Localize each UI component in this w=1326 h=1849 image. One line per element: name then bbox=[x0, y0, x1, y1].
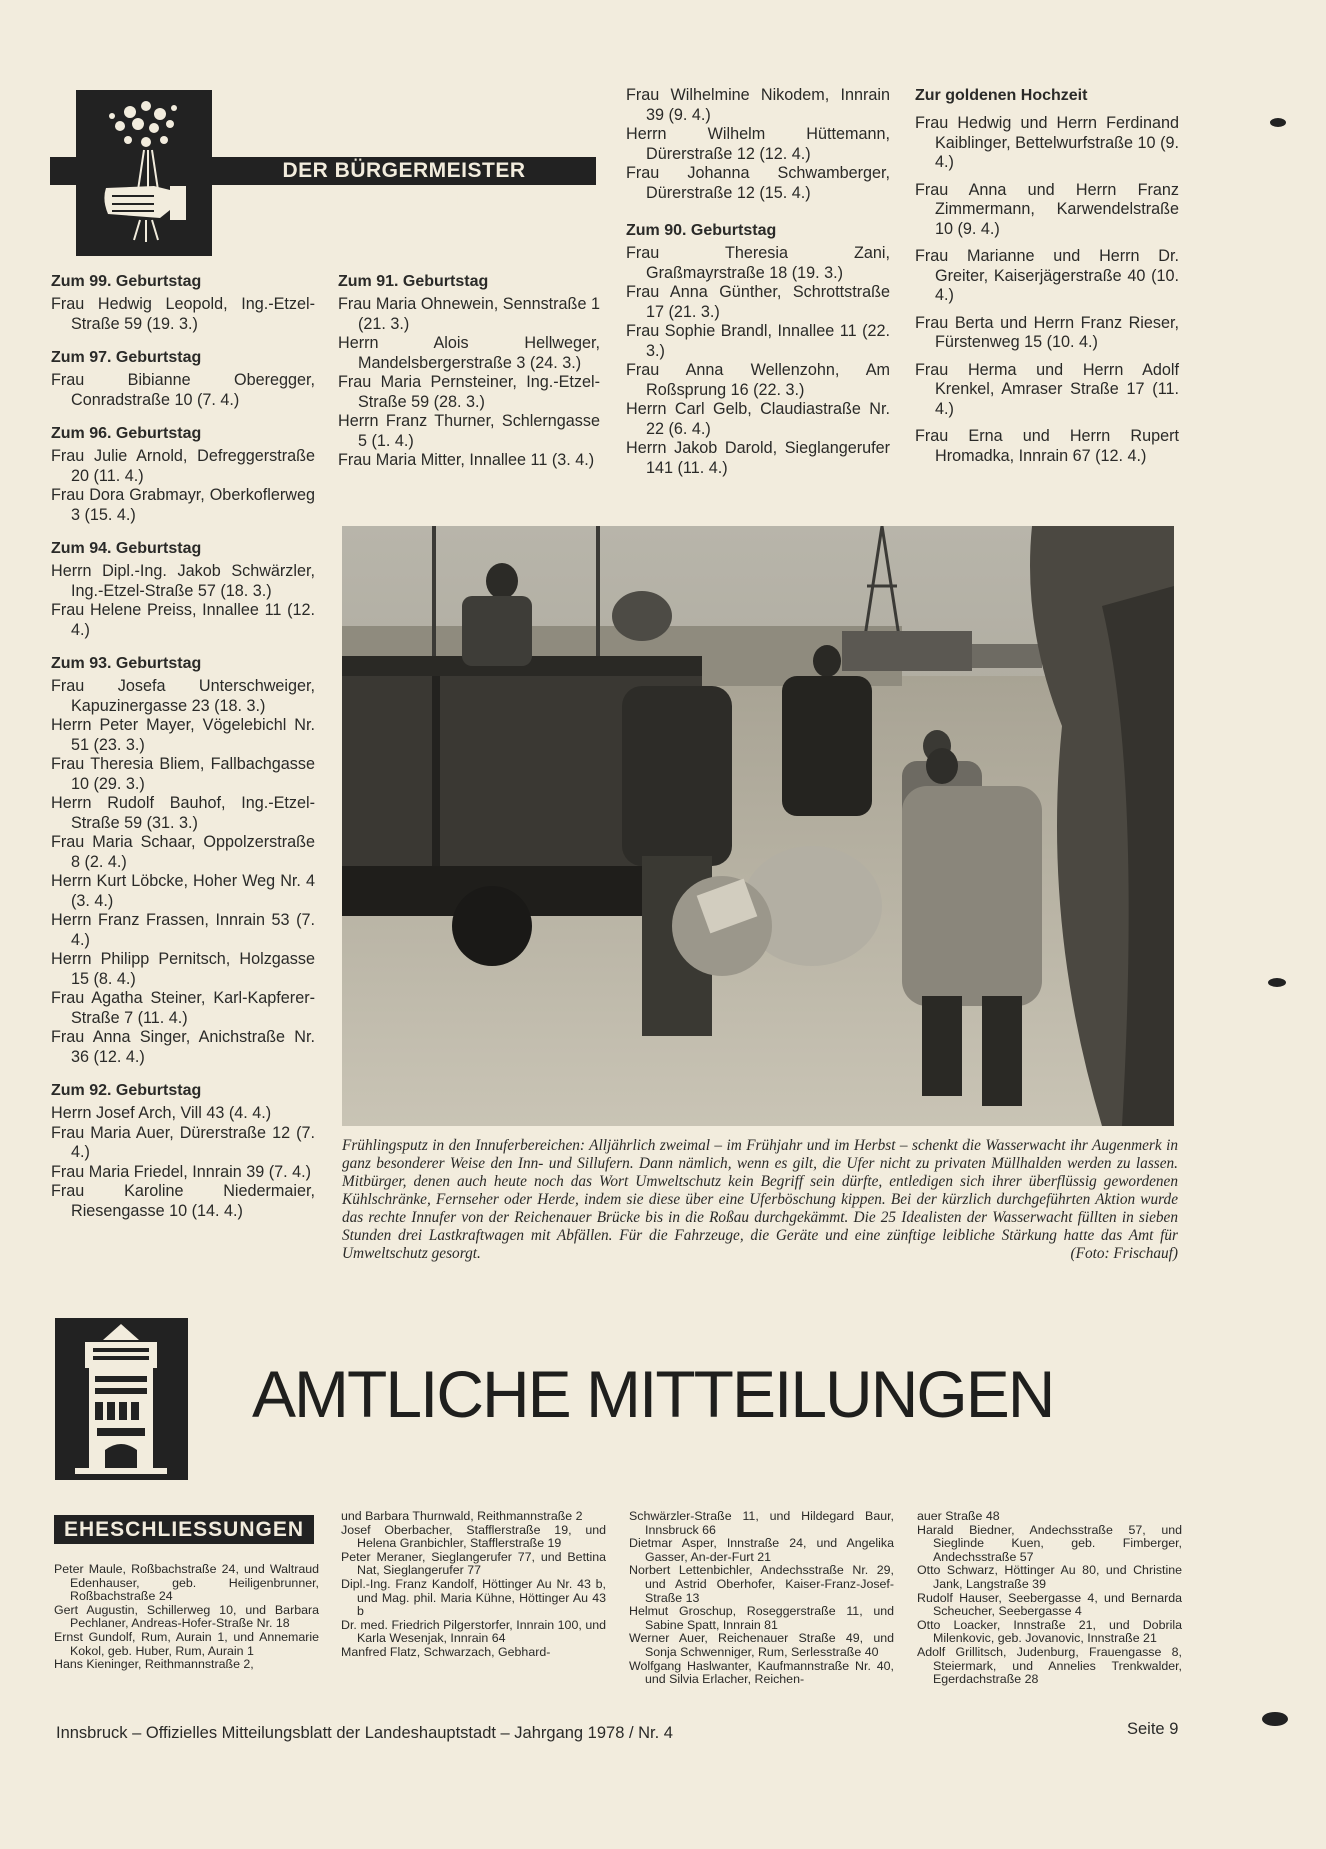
marriages-banner-text: EHESCHLIESSUNGEN bbox=[63, 1518, 305, 1541]
list-item: Herrn Wilhelm Hüttemann, Dürerstraße 12 (12. 4.) bbox=[626, 125, 890, 163]
list-item: Herrn Josef Arch, Vill 43 (4. 4.) bbox=[51, 1104, 272, 1122]
list-item: Gert Augustin, Schillerweg 10, und Barbara Pechlaner, Andreas-Hofer-Straße Nr. 18 bbox=[54, 1602, 319, 1631]
list-item: Herrn Peter Mayer, Vögelebichl Nr. 51 (23. 3.) bbox=[51, 716, 315, 754]
list-item: Frau Anna Wellenzohn, Am Roßsprung 16 (22. 3.) bbox=[626, 361, 890, 399]
list-item: Frau Josefa Unterschweiger, Kapuzinergasse 23 (18. 3.) bbox=[51, 677, 315, 715]
section-heading: Zum 91. Geburtstag bbox=[338, 273, 489, 290]
margin-mark bbox=[1270, 118, 1286, 127]
list-item: Adolf Grillitsch, Judenburg, Frauengasse 8, Steiermark, und Annelies Trenkwalder, Egerdachstraße 28 bbox=[917, 1644, 1182, 1687]
list-item: Herrn Philipp Pernitsch, Holzgasse 15 (8. 4.) bbox=[51, 950, 315, 988]
list-item: Herrn Franz Frassen, Innrain 53 (7. 4.) bbox=[51, 911, 315, 949]
list-item: Dipl.-Ing. Franz Kandolf, Höttinger Au Nr. 43 b, und Mag. phil. Maria Kühne, Höttinger Au 43 b bbox=[341, 1576, 606, 1619]
list-item: Frau Erna und Herrn Rupert Hromadka, Innrain 67 (12. 4.) bbox=[915, 427, 1179, 465]
list-item: Manfred Flatz, Schwarzach, Gebhard- bbox=[341, 1644, 551, 1659]
margin-mark bbox=[1262, 1712, 1288, 1726]
list-item: Rudolf Hauser, Seebergasse 4, und Bernarda Scheucher, Seebergasse 4 bbox=[917, 1590, 1182, 1619]
section-heading: Zum 94. Geburtstag bbox=[51, 540, 202, 557]
list-item: Peter Meraner, Sieglangerufer 77, und Bettina Nat, Sieglangerufer 77 bbox=[341, 1549, 606, 1578]
list-item: Werner Auer, Reichenauer Straße 49, und Sonja Schwenniger, Rum, Serlesstraße 40 bbox=[629, 1631, 894, 1659]
list-item: Wolfgang Haslwanter, Kaufmannstraße Nr. 40, und Silvia Erlacher, Reichen- bbox=[629, 1658, 894, 1687]
list-item: Hans Kieninger, Reithmannstraße 2, bbox=[54, 1657, 254, 1672]
list-item: Schwärzler-Straße 11, und Hildegard Baur, Innsbruck 66 bbox=[629, 1509, 894, 1537]
list-item: Frau Agatha Steiner, Karl-Kapferer-Straße 7 (11. 4.) bbox=[51, 989, 315, 1027]
list-item: Otto Schwarz, Höttinger Au 80, und Christine Jank, Langstraße 39 bbox=[917, 1563, 1182, 1591]
page-number: Seite 9 bbox=[1127, 1720, 1179, 1738]
list-item: Helmut Groschup, Roseggerstraße 11, und Sabine Spatt, Innrain 81 bbox=[629, 1604, 894, 1632]
list-item: Frau Maria Mitter, Innallee 11 (3. 4.) bbox=[338, 451, 595, 469]
list-item: Frau Maria Ohnewein, Sennstraße 1 (21. 3.) bbox=[338, 295, 600, 333]
list-item: Frau Hedwig und Herrn Ferdinand Kaiblinger, Bettelwurfstraße 10 (9. 4.) bbox=[915, 114, 1179, 171]
photo-credit: (Foto: Frischauf) bbox=[1070, 1245, 1178, 1262]
birthday-column-2 bbox=[338, 272, 600, 485]
list-item: Ernst Gundolf, Rum, Aurain 1, und Annemarie Kokol, geb. Huber, Rum, Aurain 1 bbox=[54, 1629, 319, 1658]
list-item: Herrn Dipl.-Ing. Jakob Schwärzler, Ing.-Etzel-Straße 57 (18. 3.) bbox=[51, 562, 315, 600]
photo-caption-text: Frühlingsputz in den Innuferbereichen: Alljährlich zweimal – im Frühjahr und im Herbst – schenkt die Wasserwacht ihr Augenmerk in ganz besonderer Weise den Inn- und Sillufern. Dann nämlich, wenn es gilt, die Ufer nicht zu privaten Müllhalden werden zu lassen. Mitbürger, denen auch heute noch das Wort Umweltschutz kein Begriff sein dürfte, entledigen sich ihrer überflüssig gewordenen Kühlschränke, Fernseher oder Herde, indem sie diese über eine Uferböschung kippen. Bei der kürzlich durchgeführten Aktion wurde das rechte Innufer von der Reichenauer Brücke bis in die Roßau durchgekämmt. Die 25 Idealisten der Wasserwacht füllten in sieben Stunden drei Lastkraftwagen mit Abfällen. Für die Fahrzeuge, die Geräte und eine zünftige leibliche Stärkung hatte das Amt für Umweltschutz gesorgt. bbox=[342, 1137, 1178, 1262]
list-item: Norbert Lettenbichler, Andechsstraße Nr. 29, und Astrid Oberhofer, Kaiser-Franz-Josef-Straße 13 bbox=[629, 1563, 894, 1605]
list-item: Otto Loacker, Innstraße 21, und Dobrila Milenkovic, geb. Jovanovic, Innstraße 21 bbox=[917, 1617, 1182, 1646]
mayor-banner-text: DER BÜRGERMEISTER GRATULIERTE bbox=[282, 159, 526, 210]
section-heading: Zum 99. Geburtstag bbox=[51, 273, 202, 290]
list-item: Herrn Carl Gelb, Claudiastraße Nr. 22 (6. 4.) bbox=[626, 400, 890, 438]
list-item: Herrn Rudolf Bauhof, Ing.-Etzel-Straße 59 (31. 3.) bbox=[51, 794, 315, 832]
list-item: Frau Anna Singer, Anichstraße Nr. 36 (12. 4.) bbox=[51, 1028, 315, 1066]
marriages-column-2 bbox=[341, 1510, 606, 1660]
list-item: Herrn Alois Hellweger, Mandelsbergerstraße 3 (24. 3.) bbox=[338, 334, 600, 372]
photo-caption bbox=[342, 1137, 1178, 1263]
list-item: Peter Maule, Roßbachstraße 24, und Waltraud Edenhauser, geb. Heiligenbrunner, Roßbachstraße 24 bbox=[54, 1562, 319, 1604]
golden-wedding-column bbox=[915, 86, 1179, 480]
marriages-column-3 bbox=[629, 1510, 894, 1687]
section-title: AMTLICHE MITTEILUNGEN bbox=[252, 1357, 1054, 1431]
section-heading: Zum 90. Geburtstag bbox=[626, 222, 777, 239]
section-heading: Zum 92. Geburtstag bbox=[51, 1082, 202, 1099]
section-heading: Zum 96. Geburtstag bbox=[51, 425, 202, 442]
marriages-column-4 bbox=[917, 1510, 1182, 1687]
list-item: und Barbara Thurnwald, Reithmannstraße 2 bbox=[341, 1509, 583, 1523]
list-item: Frau Herma und Herrn Adolf Krenkel, Amraser Straße 17 (11. 4.) bbox=[915, 360, 1179, 418]
list-item: Frau Maria Pernsteiner, Ing.-Etzel-Straße 59 (28. 3.) bbox=[338, 373, 600, 411]
list-item: Frau Johanna Schwamberger, Dürerstraße 12 (15. 4.) bbox=[626, 164, 890, 202]
list-item: Frau Helene Preiss, Innallee 11 (12. 4.) bbox=[51, 601, 315, 639]
section-heading: Zur goldenen Hochzeit bbox=[915, 87, 1088, 104]
section-heading: Zum 97. Geburtstag bbox=[51, 349, 202, 366]
list-item: Frau Karoline Niedermaier, Riesengasse 10 (14. 4.) bbox=[51, 1182, 315, 1220]
list-item: Frau Anna und Herrn Franz Zimmermann, Karwendelstraße 10 (9. 4.) bbox=[915, 180, 1179, 238]
city-tower-logo bbox=[55, 1318, 188, 1480]
list-item: Frau Marianne und Herrn Dr. Greiter, Kaiserjägerstraße 40 (10. 4.) bbox=[915, 247, 1179, 304]
list-item: Frau Maria Schaar, Oppolzerstraße 8 (2. 4.) bbox=[51, 833, 315, 871]
list-item: Frau Julie Arnold, Defreggerstraße 20 (11. 4.) bbox=[51, 447, 315, 485]
birthday-column-3 bbox=[626, 86, 890, 492]
list-item: Dr. med. Friedrich Pilgerstorfer, Innrain 100, und Karla Wesenjak, Innrain 64 bbox=[341, 1617, 606, 1646]
mayor-logo bbox=[50, 90, 212, 256]
list-item: Herrn Jakob Darold, Sieglangerufer 141 (11. 4.) bbox=[626, 439, 890, 477]
section-heading: Zum 93. Geburtstag bbox=[51, 655, 202, 672]
list-item: Frau Maria Auer, Dürerstraße 12 (7. 4.) bbox=[51, 1123, 315, 1161]
list-item: Frau Maria Friedel, Innrain 39 (7. 4.) bbox=[51, 1162, 312, 1181]
list-item: Frau Theresia Bliem, Fallbachgasse 10 (29. 3.) bbox=[51, 755, 315, 793]
margin-mark bbox=[1268, 978, 1286, 987]
list-item: Harald Biedner, Andechsstraße 57, und Sieglinde Kuen, geb. Fimberger, Andechsstraße 57 bbox=[917, 1522, 1182, 1564]
birthday-column-1 bbox=[51, 272, 315, 1235]
footer-text: Innsbruck – Offizielles Mitteilungsblatt der Landeshauptstadt – Jahrgang 1978 / Nr. 4 bbox=[56, 1724, 673, 1742]
list-item: Frau Sophie Brandl, Innallee 11 (22. 3.) bbox=[626, 322, 890, 360]
cleanup-photo bbox=[342, 526, 1174, 1126]
list-item: Frau Wilhelmine Nikodem, Innrain 39 (9. 4.) bbox=[626, 86, 890, 124]
list-item: Josef Oberbacher, Stafflerstraße 19, und Helena Granbichler, Stafflerstraße 19 bbox=[341, 1522, 606, 1551]
mayor-banner bbox=[212, 157, 596, 210]
list-item: Frau Hedwig Leopold, Ing.-Etzel-Straße 59 (19. 3.) bbox=[51, 295, 315, 333]
list-item: Frau Berta und Herrn Franz Rieser, Fürstenweg 15 (10. 4.) bbox=[915, 313, 1179, 351]
list-item: Frau Bibianne Oberegger, Conradstraße 10 (7. 4.) bbox=[51, 371, 315, 409]
list-item: auer Straße 48 bbox=[917, 1509, 1000, 1523]
list-item: Dietmar Asper, Innstraße 24, und Angelika Gasser, An-der-Furt 21 bbox=[629, 1536, 894, 1564]
list-item: Herrn Kurt Löbcke, Hoher Weg Nr. 4 (3. 4.) bbox=[51, 872, 315, 910]
list-item: Frau Dora Grabmayr, Oberkoflerweg 3 (15. 4.) bbox=[51, 486, 315, 524]
marriages-banner bbox=[54, 1515, 314, 1544]
list-item: Frau Anna Günther, Schrottstraße 17 (21. 3.) bbox=[626, 283, 890, 321]
list-item: Frau Theresia Zani, Graßmayrstraße 18 (19. 3.) bbox=[626, 244, 890, 282]
marriages-column-1 bbox=[54, 1563, 319, 1672]
list-item: Herrn Franz Thurner, Schlerngasse 5 (1. 4.) bbox=[338, 412, 600, 450]
